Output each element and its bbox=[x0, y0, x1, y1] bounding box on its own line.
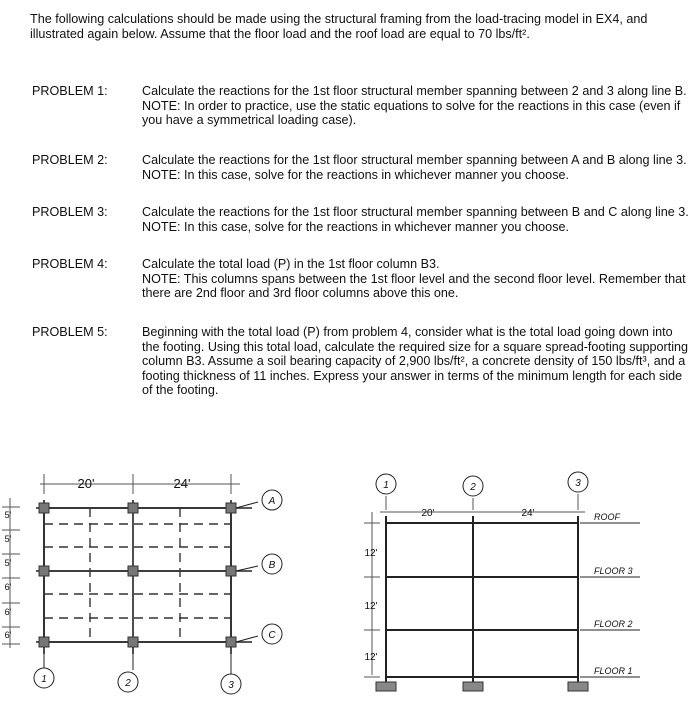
level-floor-2: FLOOR 2 bbox=[594, 619, 633, 629]
problem-text bbox=[142, 257, 690, 301]
plan-dim-left: 6' bbox=[4, 630, 12, 640]
column-A2 bbox=[128, 503, 138, 513]
footing bbox=[376, 682, 396, 691]
intro-paragraph: The following calculations should be made using the structural framing from the load-tracing model in EX4, and illustrated again below. Assume that the floor load and the roof load are equal to 70 lbs/ft². bbox=[30, 12, 648, 41]
plan-dim-20: 20' bbox=[77, 476, 95, 491]
column-C1 bbox=[39, 637, 49, 647]
problem-label: PROBLEM 5: bbox=[32, 325, 108, 339]
plan-dim-left: 6' bbox=[4, 607, 12, 617]
grid-label-1: 1 bbox=[41, 674, 47, 685]
column-B1 bbox=[39, 566, 49, 576]
level-roof: ROOF bbox=[594, 512, 620, 522]
problem-line-1: Calculate the reactions for the 1st floor structural member spanning between B and C along line 3. bbox=[142, 205, 689, 219]
plan-dim-left: 5' bbox=[4, 510, 12, 520]
problem-line-2: NOTE: In this case, solve for the reactions in whichever manner you choose. bbox=[142, 167, 569, 182]
problem-line-2: NOTE: In order to practice, use the static equations to solve for the reactions in this case (even if you have a symmetrical loading case). bbox=[142, 98, 681, 128]
column-B2 bbox=[128, 566, 138, 576]
grid-label-2: 2 bbox=[125, 678, 131, 689]
column-A3 bbox=[226, 503, 236, 513]
footing bbox=[463, 682, 483, 691]
problem-line-2: NOTE: This columns spans between the 1st floor level and the second floor level. Remember that there are 2nd floor and 3rd floor columns above this one. bbox=[142, 271, 686, 301]
section-dim-24: 24' bbox=[521, 508, 535, 519]
problem-text bbox=[142, 325, 690, 398]
problem-text bbox=[142, 153, 690, 182]
problem-label: PROBLEM 4: bbox=[32, 257, 108, 271]
column-C2 bbox=[128, 637, 138, 647]
section-grid-label: 3 bbox=[575, 478, 581, 489]
column-B3 bbox=[226, 566, 236, 576]
building-section-drawing bbox=[340, 470, 697, 718]
grid-label-C: C bbox=[268, 630, 276, 641]
grid-label-A: A bbox=[268, 496, 276, 507]
footing bbox=[568, 682, 588, 691]
section-dim-12: 12' bbox=[364, 652, 378, 663]
plan-dim-left: 5' bbox=[4, 558, 12, 568]
problem-text bbox=[142, 205, 690, 234]
plan-dim-left: 5' bbox=[4, 534, 12, 544]
column-C3 bbox=[226, 637, 236, 647]
problem-text bbox=[142, 84, 690, 128]
problem-line-1: Calculate the reactions for the 1st floor structural member spanning between 2 and 3 along line B. bbox=[142, 84, 687, 98]
plan-dim-24: 24' bbox=[173, 476, 191, 491]
problem-label: PROBLEM 3: bbox=[32, 205, 108, 219]
section-grid-label: 1 bbox=[383, 480, 389, 491]
column-A1 bbox=[39, 503, 49, 513]
problem-label: PROBLEM 1: bbox=[32, 84, 108, 98]
problem-label: PROBLEM 2: bbox=[32, 153, 108, 167]
problem-line-1: Calculate the reactions for the 1st floor structural member spanning between A and B along line 3. bbox=[142, 153, 687, 167]
section-dim-20: 20' bbox=[421, 508, 435, 519]
grid-label-3: 3 bbox=[228, 680, 234, 691]
problem-line-1: Calculate the total load (P) in the 1st floor column B3. bbox=[142, 257, 440, 271]
section-dim-12: 12' bbox=[364, 601, 378, 612]
floor-plan-drawing bbox=[0, 460, 320, 718]
plan-dim-left: 6' bbox=[4, 582, 12, 592]
problem-line-2: NOTE: In this case, solve for the reactions in whichever manner you choose. bbox=[142, 219, 569, 234]
problem-line-1: Beginning with the total load (P) from problem 4, consider what is the total load going down into the footing. Using this total load, calculate the required size for a square spread-footing supporting column B3. Assume a soil bearing capacity of 2,900 lbs/ft², a concrete density of 150 lbs/ft³, and a footing thickness of 11 inches. Express your answer in terms of the minimum length for each side of the footing. bbox=[142, 325, 689, 398]
level-floor-3: FLOOR 3 bbox=[594, 566, 633, 576]
level-floor-1: FLOOR 1 bbox=[594, 666, 633, 676]
section-grid-label: 2 bbox=[470, 482, 476, 493]
section-dim-12: 12' bbox=[364, 548, 378, 559]
grid-label-B: B bbox=[268, 560, 276, 571]
